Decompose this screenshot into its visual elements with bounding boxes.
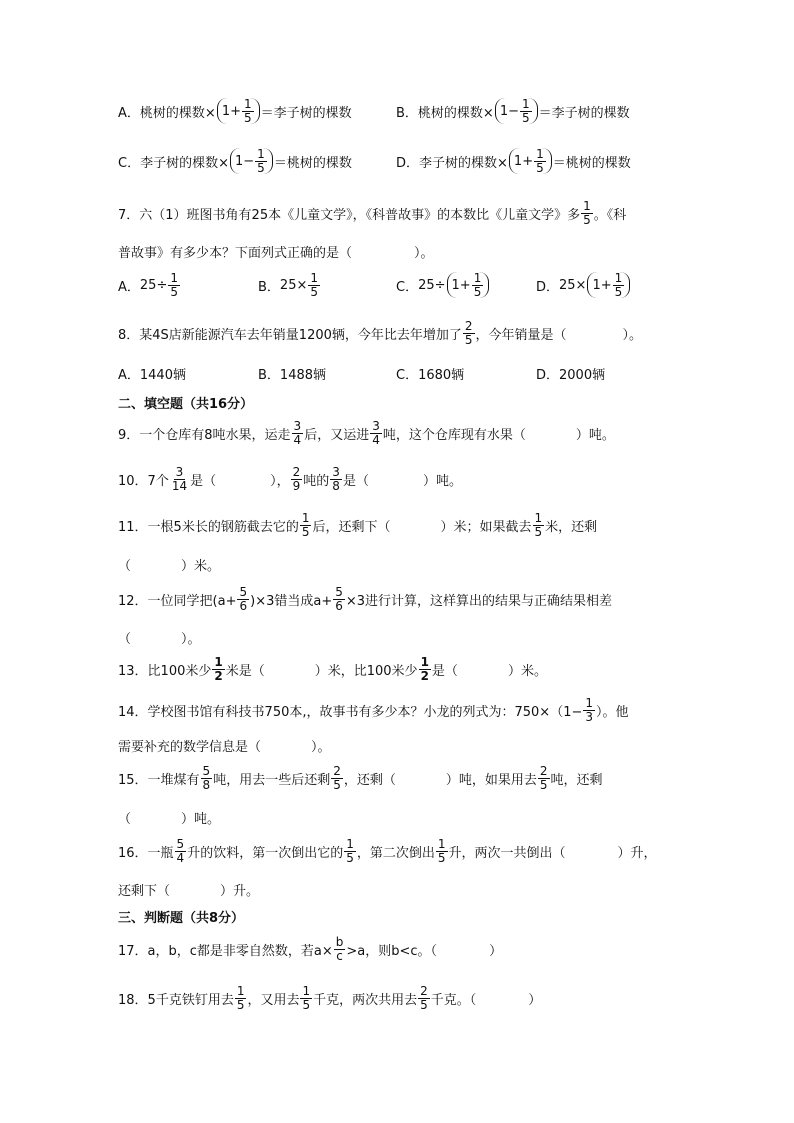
text-segment: 1 — [513, 153, 523, 169]
text-segment: 2 — [539, 764, 548, 778]
text-segment: 10．7个 — [118, 473, 169, 489]
text-segment: ）吨。 — [575, 427, 615, 443]
text-segment: C． — [118, 155, 141, 171]
text-segment: ＝桃树的棵数 — [552, 155, 631, 171]
text-segment: D． — [396, 155, 420, 171]
text-segment: ）。他 — [596, 704, 629, 720]
fraction — [300, 985, 312, 1011]
text-segment: 升，两次一共倒出（ — [448, 845, 566, 861]
text-segment: 25÷ — [418, 277, 446, 293]
paren-group — [447, 272, 490, 298]
fraction — [201, 765, 213, 791]
text-segment: ＝李子树的棵数 — [260, 105, 352, 121]
text-segment: 1 — [310, 271, 318, 285]
text-segment: 1 — [236, 984, 245, 998]
text-segment: 5 — [257, 160, 265, 175]
q7-option-b — [258, 272, 321, 298]
text-segment: 25× — [279, 277, 308, 293]
text-segment: 1 — [614, 271, 623, 285]
text-segment: C． — [396, 279, 419, 295]
fraction — [520, 98, 532, 124]
text-segment: 6 — [335, 598, 343, 613]
q8-text — [118, 320, 642, 346]
text-segment: ） — [489, 943, 503, 959]
text-segment: 3 — [332, 465, 340, 479]
text-segment: A． — [118, 105, 140, 121]
text-segment: 4 — [293, 432, 302, 447]
paren-group — [495, 98, 538, 124]
text-segment: 2 — [292, 465, 301, 479]
text-segment: ）吨。 — [422, 473, 462, 489]
text-segment: 5 — [239, 585, 248, 599]
text-segment: 5 — [302, 997, 311, 1012]
text-segment: 2 — [420, 984, 428, 998]
fraction — [291, 466, 303, 492]
paren-group — [587, 272, 630, 298]
q16-line2 — [118, 880, 259, 899]
fraction — [419, 656, 431, 682]
text-segment: 2 — [464, 319, 473, 333]
text-segment: + — [522, 153, 534, 169]
text-segment: 15．一堆煤有 — [118, 772, 200, 788]
text-segment: 千克。（ — [430, 992, 477, 1008]
text-segment: C．1680辆 — [396, 368, 465, 383]
text-segment: （ — [118, 559, 132, 574]
text-segment: 5 — [464, 332, 473, 347]
text-segment: ）。 — [414, 246, 434, 261]
q12-line2 — [118, 628, 201, 647]
text-segment: ）吨。 — [181, 812, 221, 827]
text-segment: ）米。 — [507, 663, 547, 679]
fraction — [170, 466, 189, 492]
text-segment: ）米；如果截去 — [440, 519, 532, 535]
fraction — [235, 985, 247, 1011]
text-segment: 是（ — [190, 473, 217, 489]
text-segment: 李子树的棵数× — [419, 155, 508, 171]
q15-line2 — [118, 808, 220, 827]
q14-line2 — [118, 736, 331, 755]
q8-option-a — [118, 364, 186, 383]
fraction — [583, 697, 595, 723]
text-segment: （ — [118, 632, 132, 647]
fraction — [613, 272, 625, 298]
q8-option-d — [536, 364, 605, 383]
text-segment: 7．六（1）班图书角有25本《儿童文学》，《科普故事》的本数比《儿童文学》多 — [118, 207, 581, 223]
text-segment: D．2000辆 — [536, 368, 606, 383]
fraction — [330, 466, 342, 492]
q15-line1 — [118, 765, 603, 791]
text-segment: 1 — [437, 837, 446, 851]
text-segment: 1 — [522, 97, 530, 111]
text-segment: 5 — [420, 997, 428, 1012]
text-segment: 普故事》有多少本？下面列式正确的是（ — [118, 246, 353, 261]
text-segment: 二、填空题（共16分） — [118, 397, 254, 412]
text-segment: 13．比100米少 — [118, 663, 212, 679]
text-segment: >a，则b<c。（ — [346, 943, 438, 959]
text-segment: 11．一根5米长的钢筋截去它的 — [118, 519, 299, 535]
q14-line1 — [118, 697, 629, 723]
text-segment: 1 — [301, 511, 310, 525]
text-segment: 还剩下（ — [118, 884, 171, 899]
fraction — [463, 320, 475, 346]
text-segment: c — [336, 948, 343, 963]
text-segment: ，又用去 — [247, 992, 300, 1008]
text-segment: B．1488辆 — [258, 368, 327, 383]
text-segment: 3 — [175, 465, 184, 479]
q7-option-a — [118, 272, 181, 298]
text-segment: 桃树的棵数× — [417, 105, 494, 121]
text-segment: 吨，这个仓库现有水果（ — [382, 427, 526, 443]
q8-option-c — [396, 364, 464, 383]
text-segment: ）米，比100米少 — [314, 663, 418, 679]
text-segment: 16．一瓶 — [118, 845, 174, 861]
text-segment: 5 — [176, 837, 185, 851]
text-segment: 5 — [310, 284, 318, 299]
q9 — [118, 420, 615, 446]
q11-line2 — [118, 555, 220, 574]
text-segment: 6 — [239, 598, 248, 613]
text-segment: ＝李子树的棵数 — [538, 105, 630, 121]
text-segment: ）。 — [311, 740, 331, 755]
fraction — [237, 586, 249, 612]
text-segment: 1 — [214, 655, 223, 669]
text-segment: 5 — [236, 997, 245, 1012]
text-segment: 吨，用去一些后还剩 — [213, 772, 331, 788]
text-segment: 17．a，b，c都是非零自然数，若a× — [118, 943, 333, 959]
text-segment: A． — [118, 279, 140, 295]
text-segment: 4 — [176, 850, 185, 865]
q10 — [118, 466, 462, 492]
text-segment: 是（ — [342, 473, 369, 489]
text-segment: 2 — [333, 764, 341, 778]
text-segment: ）米。 — [181, 559, 221, 574]
text-segment: ）。 — [181, 632, 201, 647]
text-segment: 1 — [244, 97, 252, 111]
text-segment: ）升。 — [220, 884, 260, 899]
text-segment: 14．学校图书馆有科技书750本,，故事书有多少本？小龙的列式为：750×（1− — [118, 704, 583, 720]
text-segment: 5 — [539, 777, 548, 792]
text-segment: 吨的 — [303, 473, 330, 489]
text-segment: 1 — [302, 984, 311, 998]
text-segment: 9 — [292, 478, 301, 493]
fraction — [255, 148, 267, 174]
section-heading-true-false — [118, 907, 244, 926]
text-segment: 4 — [372, 432, 380, 447]
text-segment: 18．5千克铁钉用去 — [118, 992, 234, 1008]
paren-group — [217, 98, 260, 124]
fraction — [436, 838, 448, 864]
text-segment: 1 — [234, 153, 244, 169]
text-segment: 1 — [583, 199, 591, 213]
text-segment: 米，还剩 — [545, 519, 598, 535]
text-segment: 5 — [614, 284, 623, 299]
text-segment: 后，又运进 — [304, 427, 370, 443]
text-segment: 3 — [293, 419, 302, 433]
fraction — [334, 936, 346, 962]
text-segment: b — [335, 935, 344, 949]
text-segment: 1 — [170, 271, 178, 285]
text-segment: B． — [258, 279, 280, 295]
text-segment: 1 — [221, 103, 231, 119]
q18 — [118, 985, 541, 1011]
fraction — [175, 838, 187, 864]
text-segment: 25× — [559, 277, 587, 293]
text-segment: 米是（ — [225, 663, 265, 679]
text-segment: 3 — [585, 709, 593, 724]
fraction — [418, 985, 430, 1011]
text-segment: + — [230, 103, 241, 119]
paren-group — [230, 148, 273, 174]
paren-group — [509, 148, 552, 174]
fraction — [533, 512, 545, 538]
text-segment: 5 — [437, 850, 446, 865]
text-segment: 千克，两次共用去 — [313, 992, 418, 1008]
text-segment: 8．某4S店新能源汽车去年销量1200辆，今年比去年增加了 — [118, 327, 462, 343]
text-segment: 14 — [171, 478, 188, 493]
text-segment: 1 — [534, 511, 543, 525]
fraction — [292, 420, 304, 446]
text-segment: 桃树的棵数× — [139, 105, 216, 121]
text-segment: 5 — [534, 524, 543, 539]
q6-option-a — [118, 98, 352, 124]
text-segment: 是（ — [431, 663, 458, 679]
text-segment: 25÷ — [139, 277, 168, 293]
text-segment: 1 — [592, 277, 601, 293]
text-segment: 吨，还剩 — [550, 772, 603, 788]
text-segment: A．1440辆 — [118, 368, 186, 383]
text-segment: − — [508, 103, 520, 119]
text-segment: 5 — [301, 524, 310, 539]
text-segment: 2 — [214, 668, 223, 683]
text-segment: 8 — [332, 478, 340, 493]
text-segment: 5 — [170, 284, 178, 299]
text-segment: ×3进行计算，这样算出的结果与正确结果相差 — [345, 593, 613, 609]
section-heading-fill-in — [118, 393, 253, 412]
q12-line1 — [118, 586, 612, 612]
fraction — [168, 272, 180, 298]
text-segment: 1 — [536, 147, 544, 161]
text-segment: 12．一位同学把(a+ — [118, 593, 237, 609]
q7-option-d — [536, 272, 631, 298]
fraction — [300, 512, 312, 538]
q13 — [118, 656, 547, 682]
text-segment: ）， — [270, 473, 290, 489]
text-segment: 1 — [346, 837, 354, 851]
q7-line2 — [118, 242, 434, 261]
text-segment: 1 — [473, 271, 482, 285]
text-segment: ）升， — [617, 845, 657, 861]
q6-option-d — [396, 148, 631, 174]
fraction — [212, 656, 224, 682]
text-segment: ，第二次倒出 — [356, 845, 435, 861]
text-segment: 5 — [335, 585, 343, 599]
text-segment: 5 — [333, 777, 341, 792]
fraction — [331, 765, 343, 791]
text-segment: 9．一个仓库有8吨水果，运走 — [118, 427, 291, 443]
text-segment: 8 — [202, 777, 211, 792]
text-segment: 1 — [420, 655, 429, 669]
q11-line1 — [118, 512, 597, 538]
fraction — [344, 838, 356, 864]
text-segment: ＝桃树的棵数 — [273, 155, 352, 171]
q17 — [118, 936, 502, 962]
fraction — [370, 420, 382, 446]
q16-line1 — [118, 838, 657, 864]
fraction — [472, 272, 484, 298]
text-segment: 1 — [451, 277, 460, 293]
text-segment: 5 — [536, 160, 544, 175]
text-segment: + — [600, 277, 612, 293]
fraction — [538, 765, 550, 791]
text-segment: ）吨，如果用去 — [445, 772, 537, 788]
text-segment: 5 — [583, 212, 591, 227]
text-segment: 李子树的棵数× — [140, 155, 229, 171]
text-segment: 5 — [202, 764, 211, 778]
fraction — [333, 586, 345, 612]
text-segment: 三、判断题（共8分） — [118, 911, 245, 926]
text-segment: − — [243, 153, 255, 169]
text-segment: 后，还剩下（ — [312, 519, 391, 535]
text-segment: 1 — [499, 103, 509, 119]
q8-option-b — [258, 364, 326, 383]
text-segment: 1 — [257, 147, 265, 161]
fraction — [581, 200, 593, 226]
q6-option-b — [396, 98, 630, 124]
text-segment: 3 — [372, 419, 380, 433]
text-segment: D． — [536, 279, 560, 295]
text-segment: ，还剩（ — [343, 772, 396, 788]
q7-option-c — [396, 272, 490, 298]
text-segment: 升的饮料，第一次倒出它的 — [187, 845, 344, 861]
text-segment: ）。 — [622, 327, 643, 343]
fraction — [242, 98, 254, 124]
text-segment: 。《科 — [593, 207, 627, 223]
text-segment: 5 — [244, 110, 252, 125]
q6-option-c — [118, 148, 352, 174]
q7-line1 — [118, 200, 626, 226]
text-segment: 2 — [420, 668, 429, 683]
text-segment: 1 — [585, 696, 593, 710]
text-segment: 5 — [473, 284, 482, 299]
fraction — [308, 272, 320, 298]
text-segment: 需要补充的数学信息是（ — [118, 740, 262, 755]
text-segment: )×3错当成a+ — [250, 593, 333, 609]
text-segment: ，今年销量是（ — [475, 327, 567, 343]
text-segment: 5 — [346, 850, 354, 865]
fraction — [534, 148, 546, 174]
text-segment: ） — [528, 992, 542, 1008]
text-segment: + — [459, 277, 471, 293]
text-segment: （ — [118, 812, 132, 827]
text-segment: 5 — [522, 110, 530, 125]
text-segment: B． — [396, 105, 418, 121]
